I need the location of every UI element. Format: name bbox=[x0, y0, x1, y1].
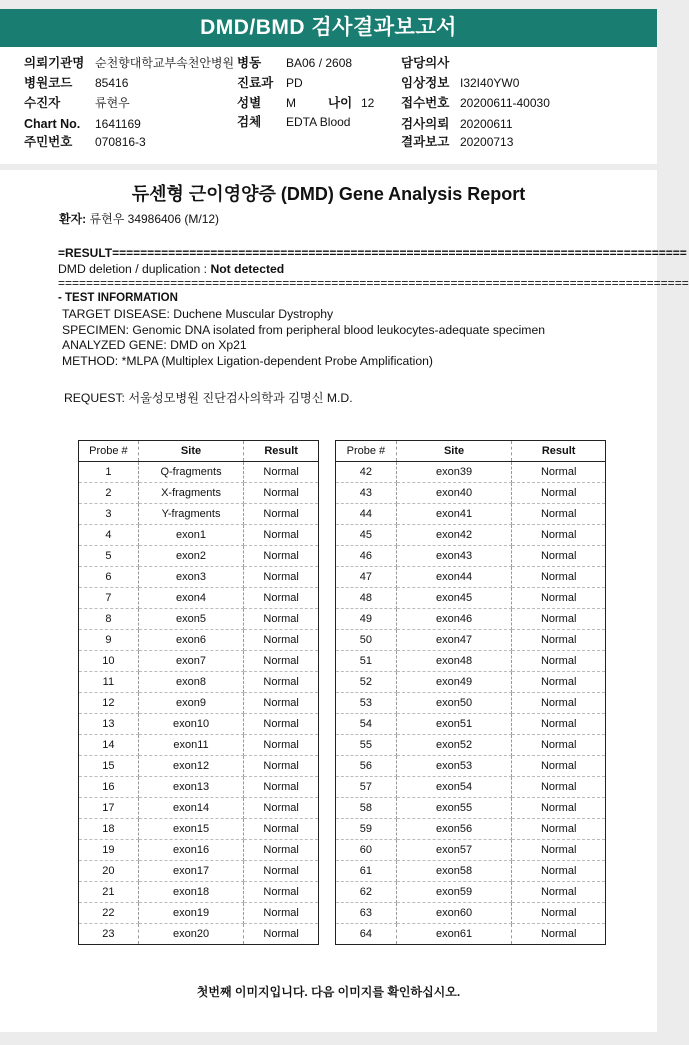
site-cell: exon60 bbox=[396, 903, 512, 924]
table-row bbox=[79, 651, 319, 672]
table-row bbox=[336, 735, 606, 756]
report-title: 듀센형 근이영양증 (DMD) Gene Analysis Report bbox=[131, 184, 526, 204]
site-cell: Q-fragments bbox=[138, 462, 244, 483]
probe-cell: 16 bbox=[79, 777, 139, 798]
result-cell: Normal bbox=[244, 735, 319, 756]
test-info-header: - TEST INFORMATION bbox=[58, 292, 178, 304]
probe-header: Probe # bbox=[79, 441, 139, 462]
probe-cell: 50 bbox=[336, 630, 397, 651]
result-cell: Normal bbox=[244, 714, 319, 735]
clinical-info-value: I32I40YW0 bbox=[460, 76, 520, 90]
site-cell: exon6 bbox=[138, 630, 244, 651]
table-row bbox=[79, 735, 319, 756]
table-row bbox=[79, 714, 319, 735]
result-cell: Normal bbox=[244, 861, 319, 882]
site-cell: exon41 bbox=[396, 504, 512, 525]
probe-cell: 5 bbox=[79, 546, 139, 567]
result-cell: Normal bbox=[512, 693, 606, 714]
probe-cell: 59 bbox=[336, 819, 397, 840]
site-cell: exon50 bbox=[396, 693, 512, 714]
ward-label: 병동 bbox=[237, 56, 262, 70]
probe-cell: 56 bbox=[336, 756, 397, 777]
probe-cell: 11 bbox=[79, 672, 139, 693]
site-cell: exon14 bbox=[138, 798, 244, 819]
result-cell: Normal bbox=[512, 588, 606, 609]
table-row bbox=[79, 777, 319, 798]
patient-value: 류현우 34986406 (M/12) bbox=[89, 212, 220, 226]
site-cell: exon47 bbox=[396, 630, 512, 651]
probe-cell: 43 bbox=[336, 483, 397, 504]
department-label: 진료과 bbox=[237, 76, 274, 90]
site-cell: exon59 bbox=[396, 882, 512, 903]
probe-cell: 42 bbox=[336, 462, 397, 483]
result-cell: Normal bbox=[512, 567, 606, 588]
doctor-label: 담당의사 bbox=[401, 56, 450, 70]
table-row bbox=[336, 777, 606, 798]
result-cell: Normal bbox=[244, 798, 319, 819]
site-cell: exon15 bbox=[138, 819, 244, 840]
table-header-row bbox=[336, 441, 606, 462]
site-cell: exon16 bbox=[138, 840, 244, 861]
result-cell: Normal bbox=[244, 630, 319, 651]
result-cell: Normal bbox=[512, 819, 606, 840]
table-row bbox=[79, 924, 319, 945]
table-row bbox=[336, 525, 606, 546]
result-cell: Normal bbox=[244, 609, 319, 630]
probe-cell: 53 bbox=[336, 693, 397, 714]
department-value: PD bbox=[286, 76, 303, 90]
result-header: Result bbox=[512, 441, 606, 462]
table-row bbox=[79, 672, 319, 693]
footer-note: 첫번째 이미지입니다. 다음 이미지를 확인하십시오. bbox=[196, 985, 461, 999]
result-cell: Normal bbox=[244, 693, 319, 714]
probe-cell: 51 bbox=[336, 651, 397, 672]
probe-cell: 8 bbox=[79, 609, 139, 630]
result-cell: Normal bbox=[512, 651, 606, 672]
result-cell: Normal bbox=[244, 819, 319, 840]
analyzed-gene: ANALYZED GENE: DMD on Xp21 bbox=[62, 338, 247, 352]
result-cell: Normal bbox=[512, 903, 606, 924]
probe-cell: 10 bbox=[79, 651, 139, 672]
probe-cell: 22 bbox=[79, 903, 139, 924]
site-cell: exon45 bbox=[396, 588, 512, 609]
probe-cell: 4 bbox=[79, 525, 139, 546]
table-row bbox=[336, 798, 606, 819]
table-row bbox=[336, 462, 606, 483]
patient-line bbox=[59, 210, 219, 227]
request-date-value: 20200611 bbox=[460, 117, 513, 131]
site-cell: exon43 bbox=[396, 546, 512, 567]
table-row bbox=[336, 483, 606, 504]
result-value: Not detected bbox=[210, 262, 285, 276]
table-row bbox=[79, 840, 319, 861]
probe-cell: 7 bbox=[79, 588, 139, 609]
probe-cell: 48 bbox=[336, 588, 397, 609]
site-cell: exon19 bbox=[138, 903, 244, 924]
report-banner-title: DMD/BMD 검사결과보고서 bbox=[0, 9, 657, 47]
request-text: REQUEST: 서울성모병원 진단검사의학과 김명신 M.D. bbox=[64, 391, 353, 405]
rrn-value: 070816-3 bbox=[95, 135, 146, 149]
result-cell: Normal bbox=[512, 714, 606, 735]
result-cell: Normal bbox=[244, 840, 319, 861]
rrn-label: 주민번호 bbox=[24, 135, 73, 149]
patient-label: 환자: bbox=[59, 212, 87, 226]
table-row bbox=[79, 756, 319, 777]
table-row bbox=[79, 630, 319, 651]
result-text: DMD deletion / duplication : bbox=[58, 262, 208, 276]
ward-value: BA06 / 2608 bbox=[286, 56, 353, 70]
site-cell: exon9 bbox=[138, 693, 244, 714]
probe-cell: 6 bbox=[79, 567, 139, 588]
site-cell: exon48 bbox=[396, 651, 512, 672]
table-row bbox=[79, 483, 319, 504]
result-cell: Normal bbox=[512, 504, 606, 525]
probe-cell: 45 bbox=[336, 525, 397, 546]
table-row bbox=[336, 924, 606, 945]
site-cell: exon52 bbox=[396, 735, 512, 756]
table-row bbox=[336, 756, 606, 777]
site-cell: exon46 bbox=[396, 609, 512, 630]
probe-cell: 63 bbox=[336, 903, 397, 924]
probe-cell: 2 bbox=[79, 483, 139, 504]
chart-label: Chart No. bbox=[24, 117, 81, 131]
site-cell: exon10 bbox=[138, 714, 244, 735]
site-cell: exon55 bbox=[396, 798, 512, 819]
result-cell: Normal bbox=[244, 903, 319, 924]
result-cell: Normal bbox=[512, 630, 606, 651]
probe-cell: 12 bbox=[79, 693, 139, 714]
result-cell: Normal bbox=[512, 798, 606, 819]
site-cell: exon7 bbox=[138, 651, 244, 672]
probe-cell: 3 bbox=[79, 504, 139, 525]
result-cell: Normal bbox=[244, 504, 319, 525]
target-disease: TARGET DISEASE: Duchene Muscular Dystrophy bbox=[62, 307, 334, 321]
site-cell: exon58 bbox=[396, 861, 512, 882]
probe-header: Probe # bbox=[336, 441, 397, 462]
header-info-panel bbox=[0, 47, 657, 164]
result-line bbox=[58, 262, 284, 276]
table-row bbox=[336, 714, 606, 735]
examinee-label: 수진자 bbox=[24, 96, 61, 110]
probe-cell: 1 bbox=[79, 462, 139, 483]
result-cell: Normal bbox=[512, 672, 606, 693]
result-separator: =RESULT================================================================================== bbox=[58, 246, 687, 260]
site-cell: exon4 bbox=[138, 588, 244, 609]
result-cell: Normal bbox=[244, 525, 319, 546]
site-cell: exon56 bbox=[396, 819, 512, 840]
report-page bbox=[0, 170, 689, 1032]
result-header: Result bbox=[244, 441, 319, 462]
probe-cell: 18 bbox=[79, 819, 139, 840]
probe-cell: 49 bbox=[336, 609, 397, 630]
probe-cell: 58 bbox=[336, 798, 397, 819]
probe-cell: 21 bbox=[79, 882, 139, 903]
result-cell: Normal bbox=[512, 483, 606, 504]
probe-cell: 55 bbox=[336, 735, 397, 756]
table-row bbox=[79, 504, 319, 525]
probe-cell: 54 bbox=[336, 714, 397, 735]
institution-value: 순천향대학교부속천안병원 bbox=[95, 56, 235, 70]
site-cell: exon12 bbox=[138, 756, 244, 777]
clinical-info-label: 임상정보 bbox=[401, 76, 450, 90]
site-cell: exon2 bbox=[138, 546, 244, 567]
table-row bbox=[336, 546, 606, 567]
table-row bbox=[79, 546, 319, 567]
hospital-code-value: 85416 bbox=[95, 76, 129, 90]
age-label: 나이 bbox=[328, 96, 353, 110]
table-row bbox=[79, 462, 319, 483]
site-cell: exon53 bbox=[396, 756, 512, 777]
results-table-left bbox=[78, 440, 319, 945]
result-cell: Normal bbox=[512, 882, 606, 903]
site-cell: exon54 bbox=[396, 777, 512, 798]
result-cell: Normal bbox=[512, 609, 606, 630]
result-cell: Normal bbox=[512, 756, 606, 777]
institution-label: 의뢰기관명 bbox=[24, 56, 85, 70]
probe-cell: 13 bbox=[79, 714, 139, 735]
site-cell: exon18 bbox=[138, 882, 244, 903]
site-cell: Y-fragments bbox=[138, 504, 244, 525]
result-cell: Normal bbox=[244, 567, 319, 588]
probe-cell: 17 bbox=[79, 798, 139, 819]
table-row bbox=[79, 819, 319, 840]
table-row bbox=[79, 903, 319, 924]
site-cell: exon57 bbox=[396, 840, 512, 861]
site-cell: exon42 bbox=[396, 525, 512, 546]
result-cell: Normal bbox=[244, 756, 319, 777]
probe-cell: 57 bbox=[336, 777, 397, 798]
received-label: 접수번호 bbox=[401, 96, 450, 110]
site-cell: exon1 bbox=[138, 525, 244, 546]
probe-cell: 60 bbox=[336, 840, 397, 861]
site-header: Site bbox=[396, 441, 512, 462]
table-row bbox=[336, 903, 606, 924]
site-cell: X-fragments bbox=[138, 483, 244, 504]
table-row bbox=[336, 672, 606, 693]
table-row bbox=[336, 567, 606, 588]
probe-cell: 23 bbox=[79, 924, 139, 945]
result-cell: Normal bbox=[244, 483, 319, 504]
report-date-value: 20200713 bbox=[460, 135, 514, 149]
table-row bbox=[336, 819, 606, 840]
site-cell: exon3 bbox=[138, 567, 244, 588]
probe-cell: 64 bbox=[336, 924, 397, 945]
result-cell: Normal bbox=[244, 924, 319, 945]
table-row bbox=[336, 882, 606, 903]
site-cell: exon61 bbox=[396, 924, 512, 945]
result-cell: Normal bbox=[244, 882, 319, 903]
examinee-value: 류현우 bbox=[95, 96, 130, 110]
hospital-code-label: 병원코드 bbox=[24, 76, 73, 90]
results-table-right bbox=[335, 440, 606, 945]
result-cell: Normal bbox=[244, 777, 319, 798]
specimen-label: 검체 bbox=[237, 115, 262, 129]
table-row bbox=[79, 693, 319, 714]
result-cell: Normal bbox=[512, 861, 606, 882]
table-row bbox=[79, 609, 319, 630]
table-row bbox=[336, 840, 606, 861]
received-value: 20200611-40030 bbox=[460, 96, 550, 110]
chart-value: 1641169 bbox=[95, 117, 141, 131]
table-row bbox=[79, 798, 319, 819]
method-text: METHOD: *MLPA (Multiplex Ligation-dependent Probe Amplification) bbox=[62, 354, 433, 368]
sex-value: M bbox=[286, 96, 296, 110]
probe-cell: 52 bbox=[336, 672, 397, 693]
site-cell: exon8 bbox=[138, 672, 244, 693]
result-cell: Normal bbox=[244, 462, 319, 483]
result-cell: Normal bbox=[512, 924, 606, 945]
table-row bbox=[79, 588, 319, 609]
request-date-label: 검사의뢰 bbox=[401, 117, 450, 131]
table-row bbox=[79, 525, 319, 546]
probe-cell: 15 bbox=[79, 756, 139, 777]
age-value: 12 bbox=[361, 96, 375, 110]
probe-cell: 20 bbox=[79, 861, 139, 882]
separator-line: ========================================================================================== bbox=[58, 276, 689, 290]
table-row bbox=[336, 693, 606, 714]
sex-label: 성별 bbox=[237, 96, 262, 110]
site-cell: exon17 bbox=[138, 861, 244, 882]
site-cell: exon13 bbox=[138, 777, 244, 798]
site-cell: exon51 bbox=[396, 714, 512, 735]
result-cell: Normal bbox=[512, 525, 606, 546]
probe-cell: 62 bbox=[336, 882, 397, 903]
site-header: Site bbox=[138, 441, 244, 462]
table-header-row bbox=[79, 441, 319, 462]
table-row bbox=[336, 861, 606, 882]
result-cell: Normal bbox=[512, 840, 606, 861]
table-row bbox=[79, 567, 319, 588]
site-cell: exon49 bbox=[396, 672, 512, 693]
table-row bbox=[336, 630, 606, 651]
probe-cell: 47 bbox=[336, 567, 397, 588]
probe-cell: 46 bbox=[336, 546, 397, 567]
result-cell: Normal bbox=[244, 546, 319, 567]
result-cell: Normal bbox=[244, 651, 319, 672]
result-cell: Normal bbox=[512, 735, 606, 756]
site-cell: exon39 bbox=[396, 462, 512, 483]
site-cell: exon40 bbox=[396, 483, 512, 504]
probe-cell: 61 bbox=[336, 861, 397, 882]
specimen-value: EDTA Blood bbox=[286, 115, 351, 129]
probe-cell: 9 bbox=[79, 630, 139, 651]
table-row bbox=[336, 651, 606, 672]
table-row bbox=[79, 882, 319, 903]
result-cell: Normal bbox=[512, 462, 606, 483]
table-row bbox=[336, 609, 606, 630]
site-cell: exon5 bbox=[138, 609, 244, 630]
result-cell: Normal bbox=[512, 777, 606, 798]
site-cell: exon20 bbox=[138, 924, 244, 945]
probe-cell: 14 bbox=[79, 735, 139, 756]
probe-cell: 19 bbox=[79, 840, 139, 861]
result-cell: Normal bbox=[512, 546, 606, 567]
report-date-label: 결과보고 bbox=[401, 135, 450, 149]
specimen-text: SPECIMEN: Genomic DNA isolated from peripheral blood leukocytes-adequate specimen bbox=[62, 323, 545, 337]
result-cell: Normal bbox=[244, 588, 319, 609]
site-cell: exon11 bbox=[138, 735, 244, 756]
result-cell: Normal bbox=[244, 672, 319, 693]
probe-cell: 44 bbox=[336, 504, 397, 525]
table-row bbox=[336, 588, 606, 609]
site-cell: exon44 bbox=[396, 567, 512, 588]
table-row bbox=[79, 861, 319, 882]
table-row bbox=[336, 504, 606, 525]
